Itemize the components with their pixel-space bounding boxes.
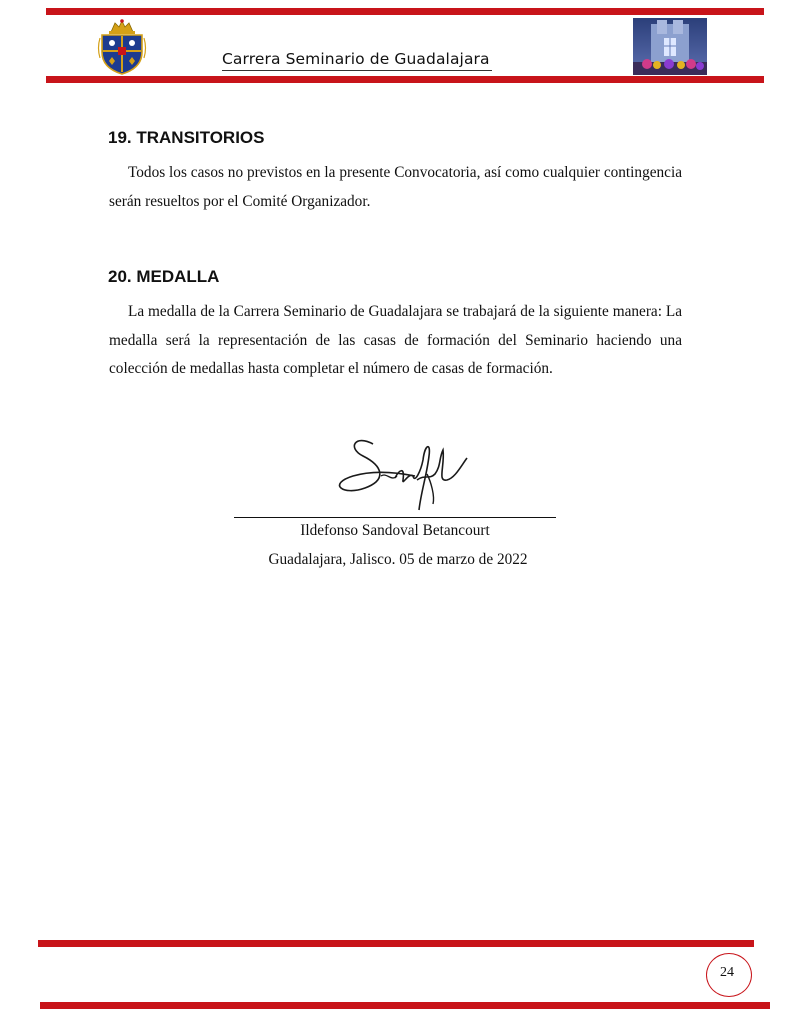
header-title: Carrera Seminario de Guadalajara [222, 50, 490, 68]
signature-line [234, 517, 556, 518]
section-text-medalla: La medalla de la Carrera Seminario de Guadalajara se trabajará de la siguiente manera: La medalla será la representación de las casas de formación del Seminario haciendo una colección de medallas hasta completar el número de casas de formación. [109, 303, 682, 377]
section-heading-medalla: 20. MEDALLA [108, 267, 220, 286]
seminary-building-photo [633, 18, 707, 75]
section-text-transitorios: Todos los casos no previstos en la presente Convocatoria, así como cualquier contingencia serán resueltos por el Comité Organizador. [109, 164, 682, 210]
signature-image [325, 430, 475, 518]
section-heading-transitorios: 19. TRANSITORIOS [108, 128, 265, 147]
footer-bottom-rule [40, 1002, 770, 1009]
header-bottom-rule [46, 76, 764, 83]
signatory-name: Ildefonso Sandoval Betancourt [300, 522, 490, 539]
signature-place-date: Guadalajara, Jalisco. 05 de marzo de 2022 [268, 551, 528, 568]
footer-top-rule [38, 940, 754, 947]
header-top-rule [46, 8, 764, 15]
page-number: 24 [720, 965, 734, 980]
archdiocese-crest-icon [97, 18, 147, 76]
